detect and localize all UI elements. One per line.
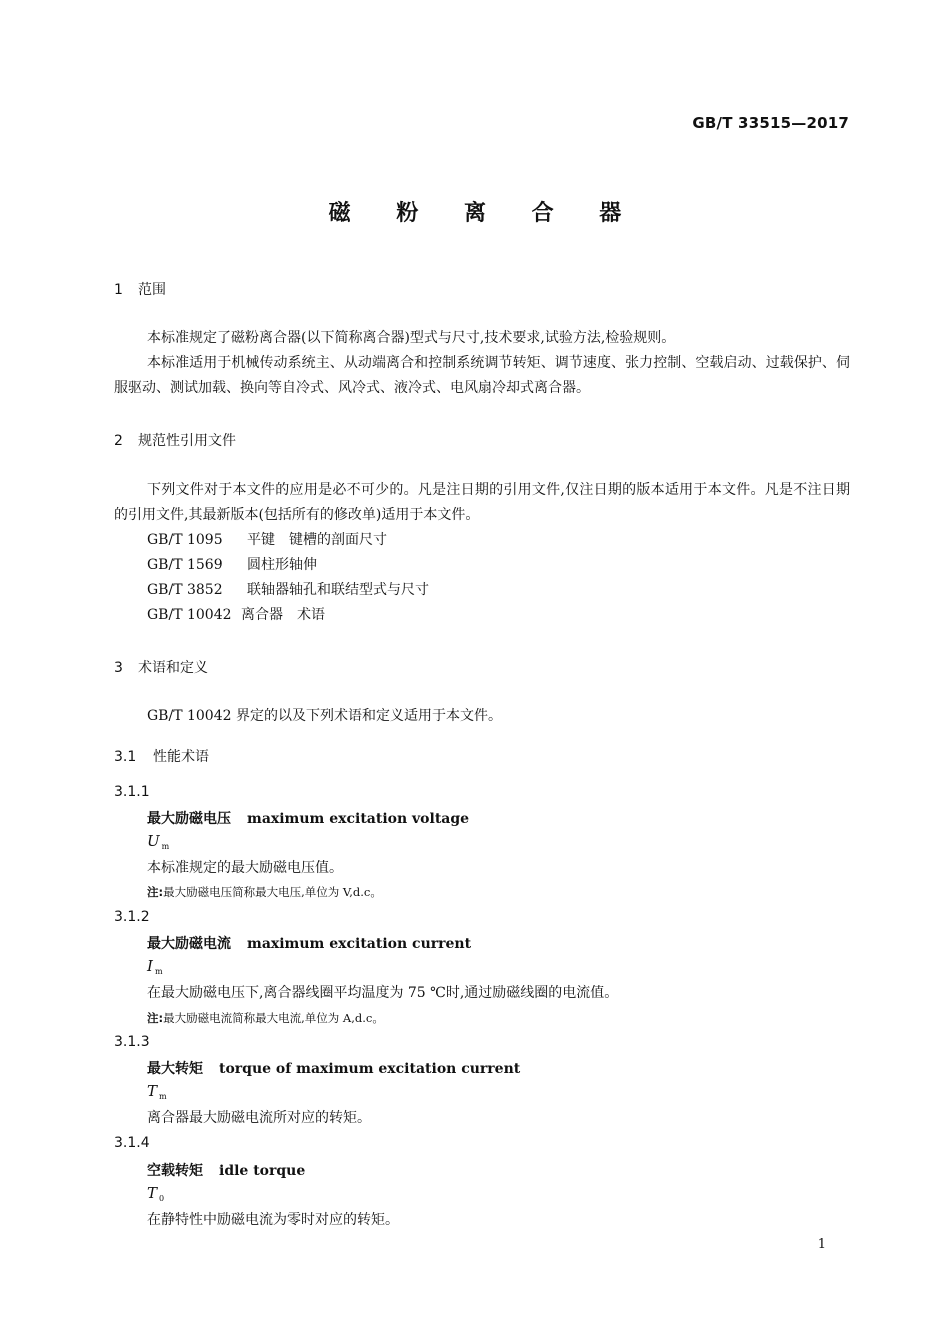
reference-title: 联轴器轴孔和联结型式与尺寸 bbox=[247, 582, 429, 598]
term-title bbox=[147, 933, 471, 953]
section-2-heading bbox=[114, 430, 236, 450]
document-title: 磁 粉 离 合 器 bbox=[328, 201, 641, 226]
term-english: maximum excitation current bbox=[247, 936, 472, 952]
term-number: 3.1.2 bbox=[114, 909, 150, 925]
term-chinese: 最大励磁电压 bbox=[147, 811, 231, 827]
term-chinese: 最大励磁电流 bbox=[147, 936, 231, 952]
term-number: 3.1.3 bbox=[114, 1034, 150, 1050]
term-note bbox=[147, 1010, 384, 1026]
term-symbol: T $_0$ bbox=[147, 1184, 165, 1203]
reference-code: GB/T 1095 bbox=[147, 532, 223, 548]
note-text: 最大励磁电流简称最大电流,单位为 A,d.c。 bbox=[163, 1011, 384, 1025]
term-definition: 在最大励磁电压下,离合器线圈平均温度为 75 ℃时,通过励磁线圈的电流值。 bbox=[147, 985, 619, 1001]
term-symbol: I $_m$ bbox=[147, 957, 163, 976]
term-symbol: U $_m$ bbox=[147, 832, 170, 851]
term-chinese: 空载转矩 bbox=[147, 1163, 203, 1179]
note-label: 注: bbox=[147, 885, 164, 899]
note-label: 注: bbox=[147, 1011, 164, 1025]
term-definition: 本标准规定的最大励磁电压值。 bbox=[147, 860, 343, 876]
scope-paragraph-1: 本标准规定了磁粉离合器(以下简称离合器)型式与尺寸,技术要求,试验方法,检验规则。 bbox=[147, 330, 676, 346]
term-title bbox=[147, 808, 469, 828]
reference-code: GB/T 3852 bbox=[147, 582, 223, 598]
term-english: idle torque bbox=[219, 1163, 306, 1179]
section-title: 术语和定义 bbox=[138, 660, 208, 676]
reference-title: 离合器 术语 bbox=[241, 607, 325, 623]
term-number: 3.1.1 bbox=[114, 784, 150, 800]
reference-code: GB/T 10042 bbox=[147, 607, 232, 623]
term-english: torque of maximum excitation current bbox=[219, 1061, 521, 1077]
term-number: 3.1.4 bbox=[114, 1135, 150, 1151]
term-chinese: 最大转矩 bbox=[147, 1061, 203, 1077]
reference-item bbox=[147, 605, 325, 625]
term-english: maximum excitation voltage bbox=[247, 811, 470, 827]
section-title: 范围 bbox=[138, 282, 166, 298]
reference-title: 圆柱形轴伸 bbox=[247, 557, 317, 573]
term-title bbox=[147, 1058, 520, 1078]
term-note bbox=[147, 884, 382, 900]
reference-item bbox=[147, 580, 429, 600]
section-number: 1 bbox=[114, 282, 123, 298]
term-symbol: T $_m$ bbox=[147, 1082, 167, 1101]
references-intro: 下列文件对于本文件的应用是必不可少的。凡是注日期的引用文件,仅注日期的版本适用于本文件。凡是不注日期的引用文件,其最新版本(包括所有的修改单)适用于本文件。 bbox=[114, 482, 850, 523]
reference-item bbox=[147, 555, 317, 575]
scope-paragraph-2: 本标准适用于机械传动系统主、从动端离合和控制系统调节转矩、调节速度、张力控制、空载启动、过载保护、伺服驱动、测试加载、换向等自冷式、风冷式、液冷式、电风扇冷却式离合器。 bbox=[114, 355, 850, 396]
section-title: 规范性引用文件 bbox=[138, 433, 236, 449]
terms-intro: GB/T 10042 界定的以及下列术语和定义适用于本文件。 bbox=[147, 708, 502, 724]
term-definition: 在静特性中励磁电流为零时对应的转矩。 bbox=[147, 1212, 399, 1228]
standard-code: GB/T 33515—2017 bbox=[692, 114, 849, 132]
section-3-heading bbox=[114, 657, 208, 677]
term-definition: 离合器最大励磁电流所对应的转矩。 bbox=[147, 1110, 371, 1126]
page-number: 1 bbox=[817, 1237, 826, 1252]
subsection-title: 性能术语 bbox=[153, 749, 209, 765]
reference-code: GB/T 1569 bbox=[147, 557, 223, 573]
reference-title: 平键 键槽的剖面尺寸 bbox=[247, 532, 387, 548]
section-1-heading bbox=[114, 279, 166, 299]
reference-item bbox=[147, 530, 387, 550]
subsection-3-1-heading bbox=[114, 746, 209, 766]
section-number: 3 bbox=[114, 660, 123, 676]
section-number: 2 bbox=[114, 433, 123, 449]
subsection-number: 3.1 bbox=[114, 749, 137, 765]
term-title bbox=[147, 1160, 305, 1180]
note-text: 最大励磁电压简称最大电压,单位为 V,d.c。 bbox=[163, 885, 382, 899]
